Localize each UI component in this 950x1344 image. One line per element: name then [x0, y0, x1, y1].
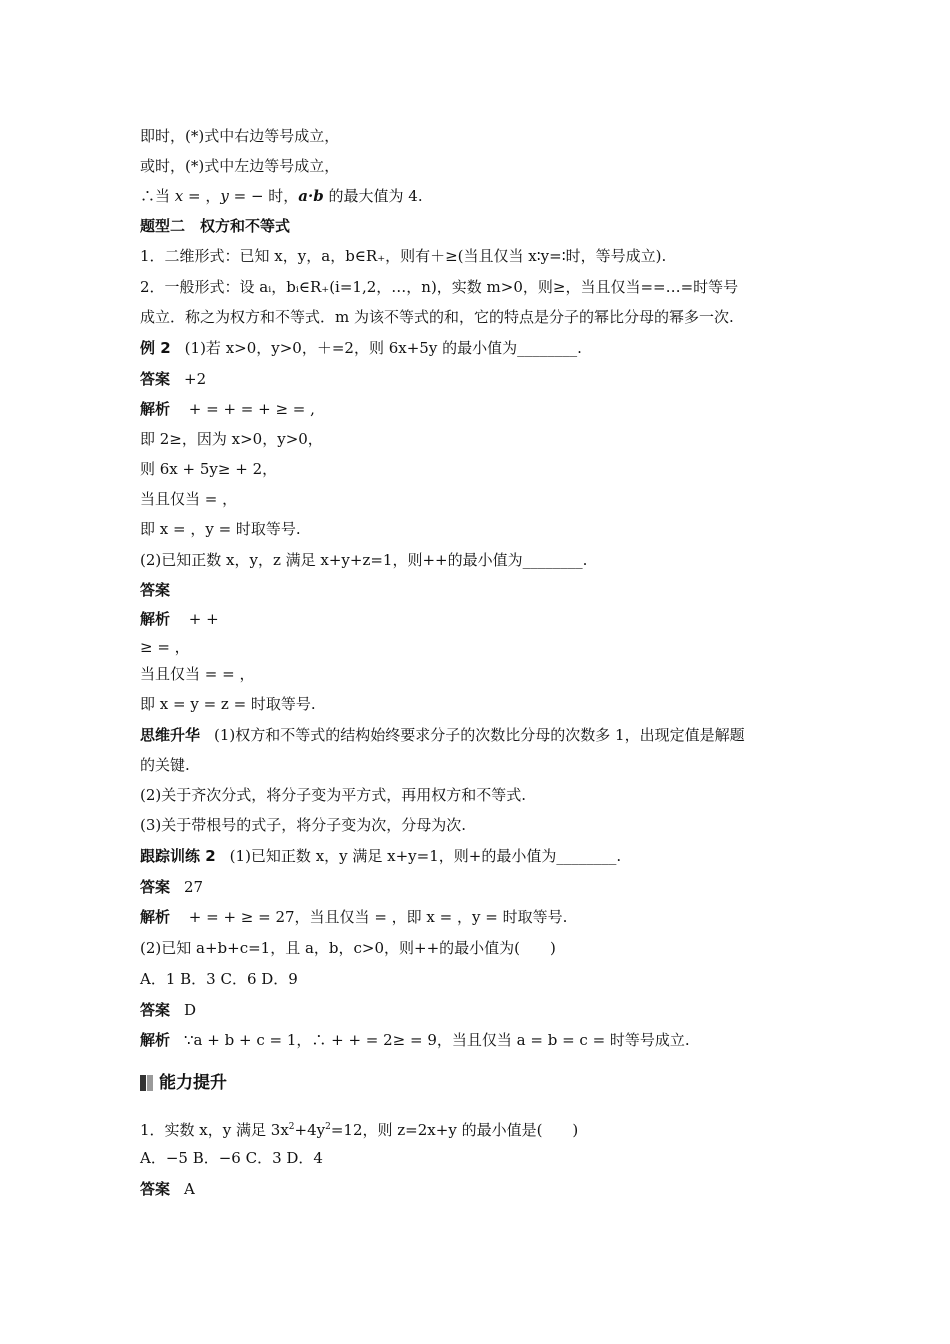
- text-line: 即 x = y = z = 时取等号.: [140, 695, 316, 713]
- practice-line: [140, 846, 820, 866]
- answer-line: [140, 877, 820, 897]
- example-text: (1)若 x>0，y>0，＋=2，则 6x+5y 的最小值为________.: [184, 339, 582, 357]
- analysis-line: [140, 1030, 820, 1050]
- section-heading: 题型二 权方和不等式: [140, 217, 291, 235]
- answer-text: D: [184, 1001, 197, 1019]
- vector-product: a·b: [298, 187, 324, 205]
- analysis-text: ∵a + b + c = 1，∴ + + = 2≥ = 9，当且仅当 a = b = c = 时等号成立.: [184, 1031, 690, 1049]
- options-line: A．1 B．3 C．6 D．9: [140, 970, 298, 988]
- summary-text: (1)权方和不等式的结构始终要求分子的次数比分母的次数多 1，出现定值是解题: [214, 726, 745, 744]
- analysis-label: 解析: [140, 400, 171, 418]
- question-line: (2)已知 a+b+c=1，且 a，b，c>0，则++的最小值为( ): [140, 939, 556, 957]
- answer-label: 答案: [140, 1001, 171, 1019]
- analysis-text: + = + = + ≥ = ,: [184, 400, 315, 418]
- text-line: 的关键.: [140, 756, 190, 774]
- analysis-text: + +: [184, 610, 219, 628]
- answer-label: 答案: [140, 581, 171, 599]
- answer-label: 答案: [140, 1180, 171, 1198]
- example-line: [140, 338, 820, 358]
- text-line: ≥ = ，: [140, 638, 190, 656]
- analysis-label: 解析: [140, 610, 171, 628]
- analysis-line: [140, 399, 820, 419]
- text-line: 或时，(*)式中左边等号成立，: [140, 157, 340, 175]
- text-line: 1．二维形式：已知 x，y，a，b∈R₊，则有＋≥(当且仅当 x∶y=∶时，等号成立).: [140, 247, 667, 265]
- superscript: 2: [288, 1122, 295, 1132]
- text-fragment: 的最大值为 4.: [323, 187, 423, 205]
- text-line: [140, 186, 820, 206]
- analysis-line: [140, 907, 820, 927]
- text-line: 2．一般形式：设 aᵢ，bᵢ∈R₊(i=1,2，…，n)，实数 m>0，则≥，当且仅当==…=时等号: [140, 278, 739, 296]
- text-fragment: +4y: [294, 1121, 326, 1139]
- analysis-label: 解析: [140, 908, 171, 926]
- answer-line: [140, 369, 820, 389]
- analysis-label: 解析: [140, 1031, 171, 1049]
- answer-line: [140, 1000, 820, 1020]
- text-line: 即时，(*)式中右边等号成立，: [140, 127, 340, 145]
- text-line: 当且仅当 = = ，: [140, 665, 255, 683]
- answer-text: A: [184, 1180, 195, 1198]
- analysis-text: + = + ≥ = 27，当且仅当 = ，即 x = ，y = 时取等号.: [184, 908, 568, 926]
- practice-label: 跟踪训练 2: [140, 847, 216, 865]
- text-fragment: = − 时，: [228, 187, 299, 205]
- text-line: (3)关于带根号的式子，将分子变为次，分母为次.: [140, 816, 467, 834]
- text-line: 即 2≥，因为 x>0，y>0，: [140, 430, 323, 448]
- text-fragment: = ，: [183, 187, 221, 205]
- question-line: [140, 1117, 820, 1140]
- summary-line: [140, 725, 820, 745]
- section-title: 能力提升: [159, 1073, 227, 1093]
- answer-text: +2: [184, 370, 207, 388]
- text-line: 则 6x + 5y≥ + 2，: [140, 460, 278, 478]
- summary-label: 思维升华: [140, 726, 201, 744]
- text-line: 即 x = ，y = 时取等号.: [140, 520, 301, 538]
- text-fragment: =12，则 z=2x+y 的最小值是( ): [330, 1121, 579, 1139]
- answer-label: 答案: [140, 878, 171, 896]
- text-line: 成立．称之为权方和不等式．m 为该不等式的和，它的特点是分子的幂比分母的幂多一次.: [140, 308, 734, 326]
- text-line: (2)关于齐次分式，将分子变为平方式，再用权方和不等式.: [140, 786, 527, 804]
- section-header: [140, 1072, 227, 1094]
- text-fragment: ∴当: [140, 187, 175, 205]
- practice-text: (1)已知正数 x，y 满足 x+y=1，则+的最小值为________.: [229, 847, 622, 865]
- analysis-line: [140, 609, 820, 629]
- options-line: A．−5 B．−6 C．3 D．4: [140, 1149, 323, 1167]
- section-bar-icon: [140, 1075, 153, 1091]
- superscript: 2: [325, 1122, 331, 1132]
- text-fragment: 1．实数 x，y 满足 3x: [140, 1121, 289, 1139]
- answer-line: [140, 1179, 820, 1199]
- question-line: (2)已知正数 x，y，z 满足 x+y+z=1，则++的最小值为________.: [140, 551, 588, 569]
- answer-label: 答案: [140, 370, 171, 388]
- variable-x: x: [174, 187, 184, 205]
- answer-text: 27: [184, 878, 204, 896]
- variable-y: y: [220, 187, 229, 205]
- text-line: 当且仅当 = ，: [140, 490, 238, 508]
- example-label: 例 2: [140, 339, 171, 357]
